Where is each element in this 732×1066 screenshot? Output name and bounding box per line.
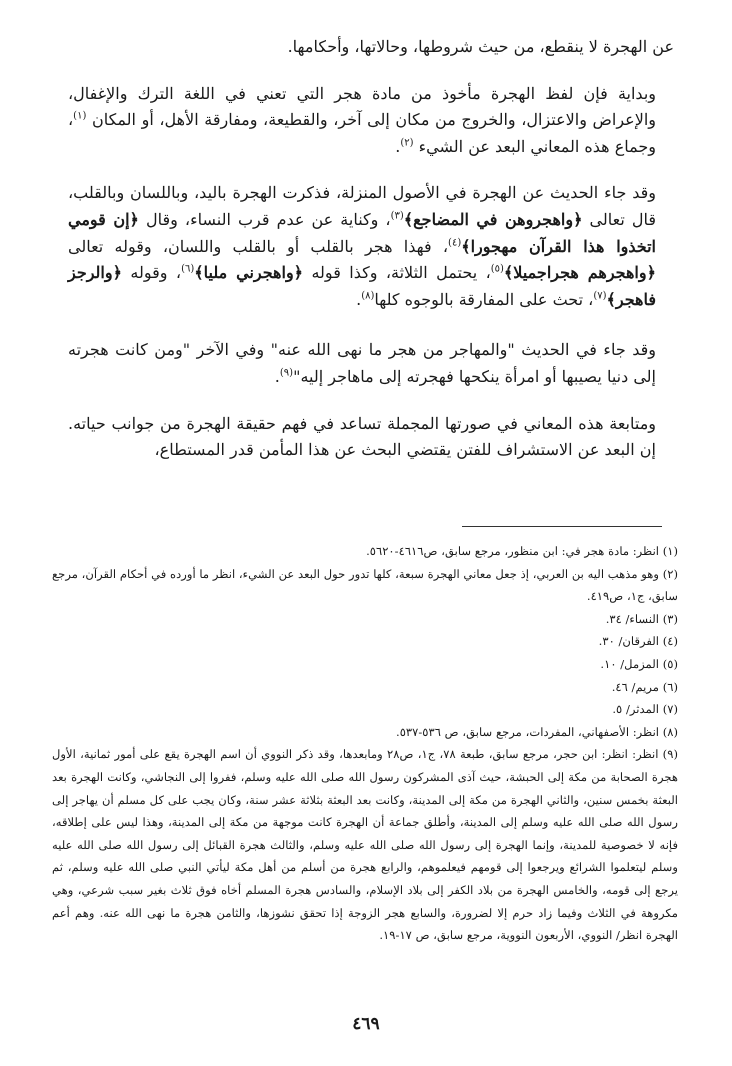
paragraph-5: ومتابعة هذه المعاني في صورتها المجملة تساعد في فهم حقيقة الهجرة من جوانب حياته. إن البعد عن الاستشراف للفتن يقتضي البحث عن هذا المأمن قدر المستطاع،: [68, 413, 656, 460]
footnote-9: (٩) انظر: انظر: ابن حجر، مرجع سابق، طبعة ٧٨، ج١، ص٢٨ ومابعدها، وقد ذكر النووي أن اسم الهجرة يقع على أمور ثمانية، الأول هجرة الصحابة من مكة إلى الحبشة، حيث آذى المشركون رسول الله صلى الله عليه وسلم، ففروا إلى النجاشي، وكانت الهجرة بعد البعثة بخمس سنين، والثاني الهجرة من مكة إلى المدينة، وكانت بعد البعثة بثلاثة عشر سنة، وكان يجب على كل مسلم أن يهاجر إلى رسول الله صلى الله عليه وسلم إلى المدينة، وأطلق جماعة أن الهجرة كانت موجهة من مكة إلى المدينة، وهذا ليس على إطلاقه، فإنه لا خصوصية للمدينة، وإنما الهجرة إلى رسول الله صلى الله عليه وسلم، والثالث هجرة القبائل إلى رسول الله صلى الله عليه وسلم ليتعلموا الشرائع ويرجعوا إلى قومهم فيعلموهم، والرابع هجرة من أسلم من أهل مكة ليأتي النبي صلى الله عليه وسلم، ثم يرجع إلى قومه، والخامس الهجرة من بلاد الكفر إلى بلاد الإسلام، والسادس هجرة المسلم أخاه فوق ثلاث بغير سبب شرعي، وهي مكروهة في الثلاث وفيما زاد حرم إلا لضرورة، والسابع هجر الزوجة إذا تحقق نشوزها، والثامن هجرة ما نهى الله عنه. وهم أعم الهجرة انظر/ النووي، الأربعون النووية، مرجع سابق، ص ١٧-١٩.: [52, 747, 678, 943]
paragraph-4-end: .: [274, 366, 280, 386]
footnote-ref-4: (٤): [448, 237, 462, 249]
paragraph-4-text: وقد جاء في الحديث "والمهاجر من هجر ما نهى الله عنه" وفي الآخر "ومن كانت هجرته إلى دنيا يصيبها أو امرأة ينكحها فهجرته إلى ماهاجر إليه": [68, 340, 656, 386]
verse-2: ﴿إن قومي اتخذوا هذا القرآن مهجورا﴾: [68, 209, 656, 256]
footnote-ref-7: (٧): [593, 290, 607, 302]
footnote-ref-3: (٣): [390, 210, 404, 222]
page-number: ٤٦٩: [352, 1014, 380, 1034]
footnote-2: (٢) وهو مذهب اليه بن العربي، إذ جعل معاني الهجرة سبعة، كلها تدور حول البعد عن الشيء، انظر ما أورده في أحكام القرآن، مرجع سابق، ج١، ص٤١٩.: [52, 566, 678, 604]
paragraph-3: [68, 180, 674, 313]
footnote-3: (٣) النساء/ ٣٤.: [605, 611, 678, 626]
footnote-8: (٨) انظر: الأصفهاني، المفردات، مرجع سابق، ص ٥٣٦-٥٣٧.: [396, 724, 678, 739]
footnote-ref-5: (٥): [490, 263, 504, 275]
verse-3: ﴿واهجرهم هجراجميلا﴾: [503, 263, 656, 283]
footnote-ref-2: (٢): [400, 137, 414, 149]
paragraph-2-text: وبداية فإن لفظ الهجرة مأخوذ من مادة هجر التي تعني في اللغة الترك والإغفال، والإعراض والاعتزال، والخروج من مكان إلى آخر، والقطيعة، ومفارقة الأهل، أو المكان: [68, 83, 656, 130]
footnote-ref-6: (٦): [181, 263, 195, 275]
paragraph-2-end: .: [395, 136, 401, 156]
footnote-7: (٧) المدثر/ ٥.: [612, 702, 678, 717]
paragraph-2-text-2: ، وجماع هذه المعاني البعد عن الشيء: [68, 110, 656, 156]
paragraph-3-b: ، وكناية عن عدم قرب النساء، وقال: [146, 209, 391, 229]
verse-4: ﴿واهجرني مليا﴾: [194, 263, 304, 283]
verse-5: ﴿والرجز فاهجر﴾: [68, 263, 656, 309]
verse-1: ﴿واهجروهن في المضاجع﴾: [403, 209, 583, 229]
footnote-4: (٤) الفرقان/ ٣٠.: [598, 634, 678, 649]
main-text: [68, 34, 674, 464]
footnote-1: (١) انظر: مادة هجر في: ابن منظور، مرجع سابق، ص٤٦١٦-٥٦٢٠.: [366, 544, 678, 558]
footnote-separator: [462, 526, 662, 527]
paragraph-3-g: .: [356, 289, 362, 309]
paragraph-3-f: ، تحث على المفارقة بالوجوه كلها: [374, 289, 594, 309]
footnote-ref-9: (٩): [279, 367, 294, 379]
paragraph-3-d: ، يحتمل الثلاثة، وكذا قوله: [311, 263, 491, 283]
paragraph-3-c: ، فهذا هجر بالقلب أو بالقلب واللسان، وقوله تعالى: [68, 236, 449, 256]
paragraph-1: عن الهجرة لا ينقطع، من حيث شروطها، وحالاتها، وأحكامها.: [287, 37, 674, 56]
paragraph-4: [68, 337, 674, 390]
footnote-5: (٥) المزمل/ ١٠.: [600, 656, 678, 671]
footnote-ref-8: (٨): [361, 290, 375, 302]
footnotes: [52, 540, 678, 947]
paragraph-3-a: وقد جاء الحديث عن الهجرة في الأصول المنزلة، فذكرت الهجرة باليد، وباللسان وبالقلب، قال تعالى: [68, 183, 656, 229]
footnote-ref-1: (١): [73, 110, 87, 122]
footnote-6: (٦) مريم/ ٤٦.: [611, 679, 678, 694]
paragraph-2: [68, 81, 674, 161]
paragraph-3-e: ، وقوله: [130, 263, 182, 283]
